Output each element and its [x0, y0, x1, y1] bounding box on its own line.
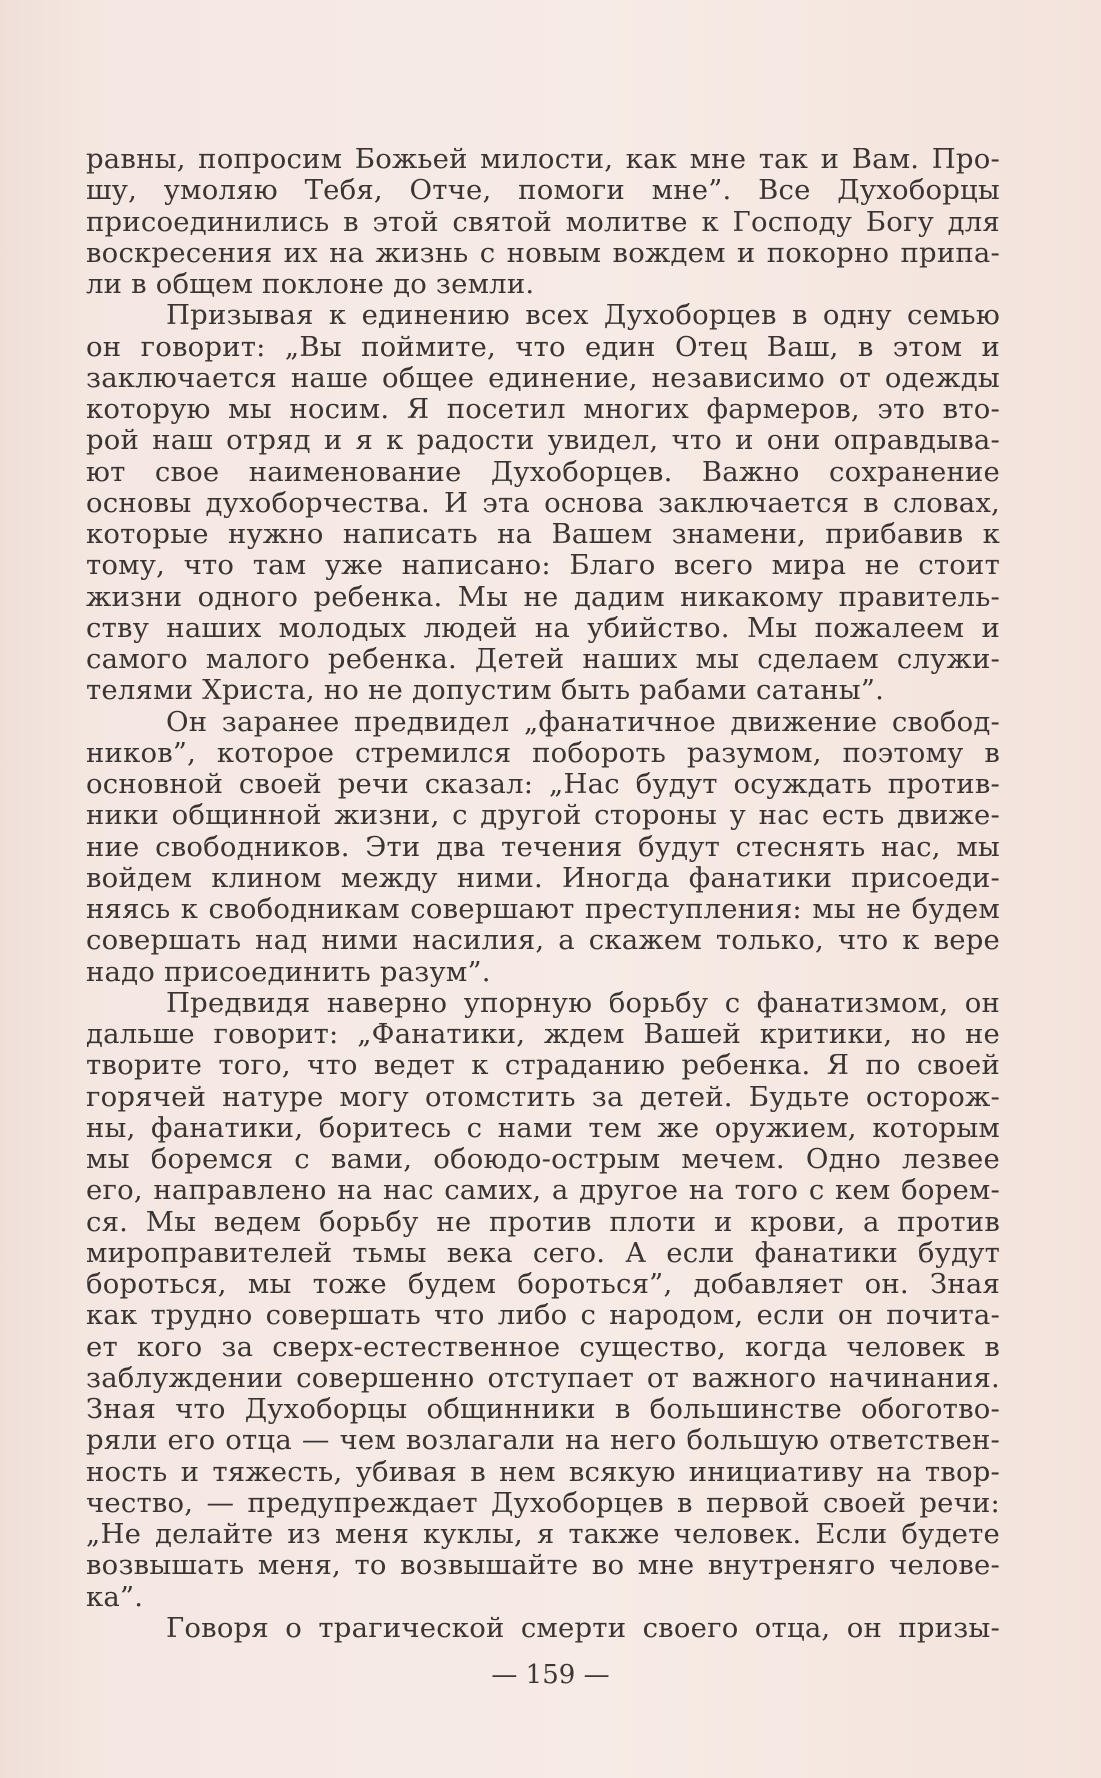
text-line: ние свободников. Эти два течения будут стеснять нас, мы	[86, 831, 1000, 863]
text-line: дальше говорит: „Фанатики, ждем Вашей критики, но не	[86, 1019, 1000, 1050]
text-line: няясь к свободникам совершают преступления: мы не будем	[86, 894, 1000, 925]
text-line: воскресения их на жизнь с новым вождем и покорно припа-	[86, 237, 1000, 269]
text-line: ность и тяжесть, убивая в нем всякую инициативу на твор-	[86, 1456, 1000, 1488]
text-line: его, направлено на нас самих, а другое на того с кем борем-	[86, 1175, 1000, 1207]
text-line: надо присоединить разум”.	[86, 956, 491, 988]
text-line: ет кого за сверх-естественное существо, когда человек в	[86, 1331, 1000, 1363]
text-line: ству наших молодых людей на убийство. Мы пожалеем и	[86, 612, 1000, 644]
page-number: — 159 —	[491, 1660, 610, 1690]
text-line: творите того, что ведет к страданию ребенка. Я по своей	[86, 1050, 1000, 1082]
text-line: ся. Мы ведем борьбу не против плоти и крови, а против	[86, 1206, 1000, 1238]
text-line: которую мы носим. Я посетил многих фармеров, это вто-	[86, 394, 1000, 425]
text-line: шу, умоляю Тебя, Отче, помоги мне”. Все Духоборцы	[86, 175, 1000, 207]
text-line: основы духоборчества. И эта основа заключается в словах,	[86, 487, 1000, 519]
text-line: горячей натуре могу отомстить за детей. Будьте осторож-	[86, 1081, 1000, 1113]
text-line: мироправителей тьмы века сего. А если фанатики будут	[86, 1237, 1000, 1269]
text-line: Говоря о трагической смерти своего отца, он призы-	[166, 1612, 1000, 1644]
text-line: совершать над ними насилия, а скажем только, что к вере	[86, 925, 1000, 957]
text-line: мы боремся с вами, обоюдо-острым мечем. Одно лезвее	[86, 1144, 1000, 1175]
text-line: ники общинной жизни, с другой стороны у нас есть движе-	[86, 800, 1000, 832]
body-text	[86, 144, 1000, 1644]
text-line: заключается наше общее единение, независимо от одежды	[86, 362, 1000, 394]
text-line: Призывая к единению всех Духоборцев в одну семью	[166, 300, 1000, 332]
text-line: присоединились в этой святой молитве к Господу Богу для	[86, 206, 1000, 238]
text-line: ка”.	[86, 1581, 144, 1613]
text-line: рой наш отряд и я к радости увидел, что и они оправдыва-	[86, 425, 1000, 457]
text-line: ли в общем поклоне до земли.	[86, 269, 535, 300]
text-line: ряли его отца — чем возлагали на него большую ответствен-	[86, 1425, 1000, 1457]
text-line: основной своей речи сказал: „Нас будут осуждать против-	[86, 769, 1000, 800]
text-line: ников”, которое стремился побороть разумом, поэтому в	[86, 737, 1000, 769]
text-line: возвышать меня, то возвышайте во мне внутреняго челове-	[86, 1550, 1000, 1582]
text-line: заблуждении совершенно отступает от важного начинания.	[86, 1362, 1000, 1394]
text-line: телями Христа, но не допустим быть рабами сатаны”.	[86, 675, 885, 707]
text-line: тому, что там уже написано: Благо всего мира не стоит	[86, 550, 1000, 582]
text-line: он говорит: „Вы поймите, что един Отец Ваш, в этом и	[86, 331, 1000, 363]
text-line: войдем клином между ними. Иногда фанатики присоеди-	[86, 862, 1000, 894]
text-line: Зная что Духоборцы общинники в большинстве обоготво-	[86, 1394, 1000, 1425]
text-line: Он заранее предвидел „фанатичное движение свобод-	[166, 706, 1000, 738]
text-line: жизни одного ребенка. Мы не дадим никакому правитель-	[86, 581, 1000, 613]
text-line: ны, фанатики, боритесь с нами тем же оружием, которым	[86, 1112, 1000, 1144]
text-line: как трудно совершать что либо с народом, если он почита-	[86, 1300, 1000, 1332]
text-line: „Не делайте из меня куклы, я также человек. Если будете	[86, 1519, 1000, 1550]
text-line: которые нужно написать на Вашем знамени, прибавив к	[86, 519, 1000, 550]
text-line: равны, попросим Божьей милости, как мне так и Вам. Про-	[86, 144, 1000, 175]
text-line: Предвидя наверно упорную борьбу с фанатизмом, он	[166, 987, 1000, 1019]
text-line: бороться, мы тоже будем бороться”, добавляет он. Зная	[86, 1269, 1000, 1300]
text-line: чество, — предупреждает Духоборцев в первой своей речи:	[86, 1487, 1000, 1519]
text-line: самого малого ребенка. Детей наших мы сделаем служи-	[86, 644, 1000, 675]
text-line: ют свое наименование Духоборцев. Важно сохранение	[86, 456, 1000, 488]
